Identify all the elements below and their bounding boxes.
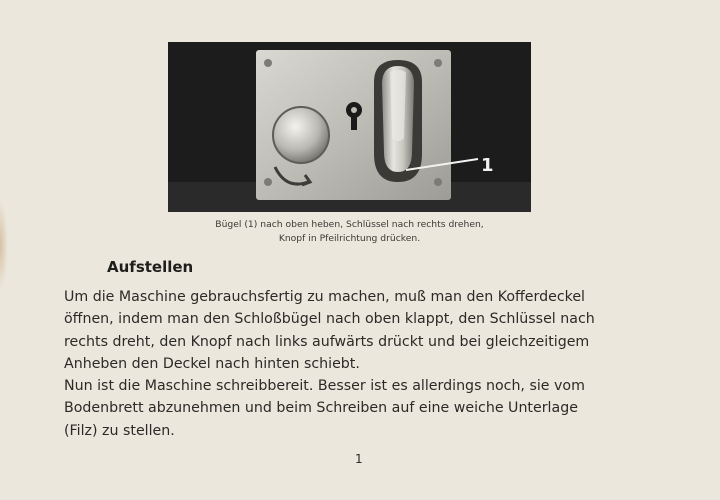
caption-line: Bügel (1) nach oben heben, Schlüssel nach rechts drehen, xyxy=(215,219,484,230)
screw-icon xyxy=(264,59,272,67)
paper-stain xyxy=(0,200,8,290)
push-knob xyxy=(273,107,329,163)
body-line: Nun ist die Maschine schreibbereit. Besser ist es allerdings noch, sie vom xyxy=(64,378,585,395)
body-line: Bodenbrett abzunehmen und beim Schreiben auf eine weiche Unterlage xyxy=(64,400,578,417)
figure-caption xyxy=(168,218,531,246)
caption-line: Knopf in Pfeilrichtung drücken. xyxy=(278,233,421,244)
body-line: (Filz) zu stellen. xyxy=(64,422,175,439)
body-line: Anheben den Deckel nach hinten schiebt. xyxy=(64,355,360,372)
screw-icon xyxy=(264,178,272,186)
body-line: öffnen, indem man den Schloßbügel nach oben klappt, den Schlüssel nach xyxy=(64,311,595,328)
section-heading: Aufstellen xyxy=(107,258,194,276)
body-line: Um die Maschine gebrauchsfertig zu machen, muß man den Kofferdeckel xyxy=(64,289,585,305)
page-number: 1 xyxy=(355,452,363,466)
screw-icon xyxy=(434,59,442,67)
callout-label: 1 xyxy=(481,155,494,176)
body-line: rechts dreht, den Knopf nach links aufwärts drückt und bei gleichzeitigem xyxy=(64,333,590,350)
screw-icon xyxy=(434,178,442,186)
lock-illustration xyxy=(168,42,531,212)
lock-photo xyxy=(168,42,531,212)
body-paragraph xyxy=(64,286,664,442)
